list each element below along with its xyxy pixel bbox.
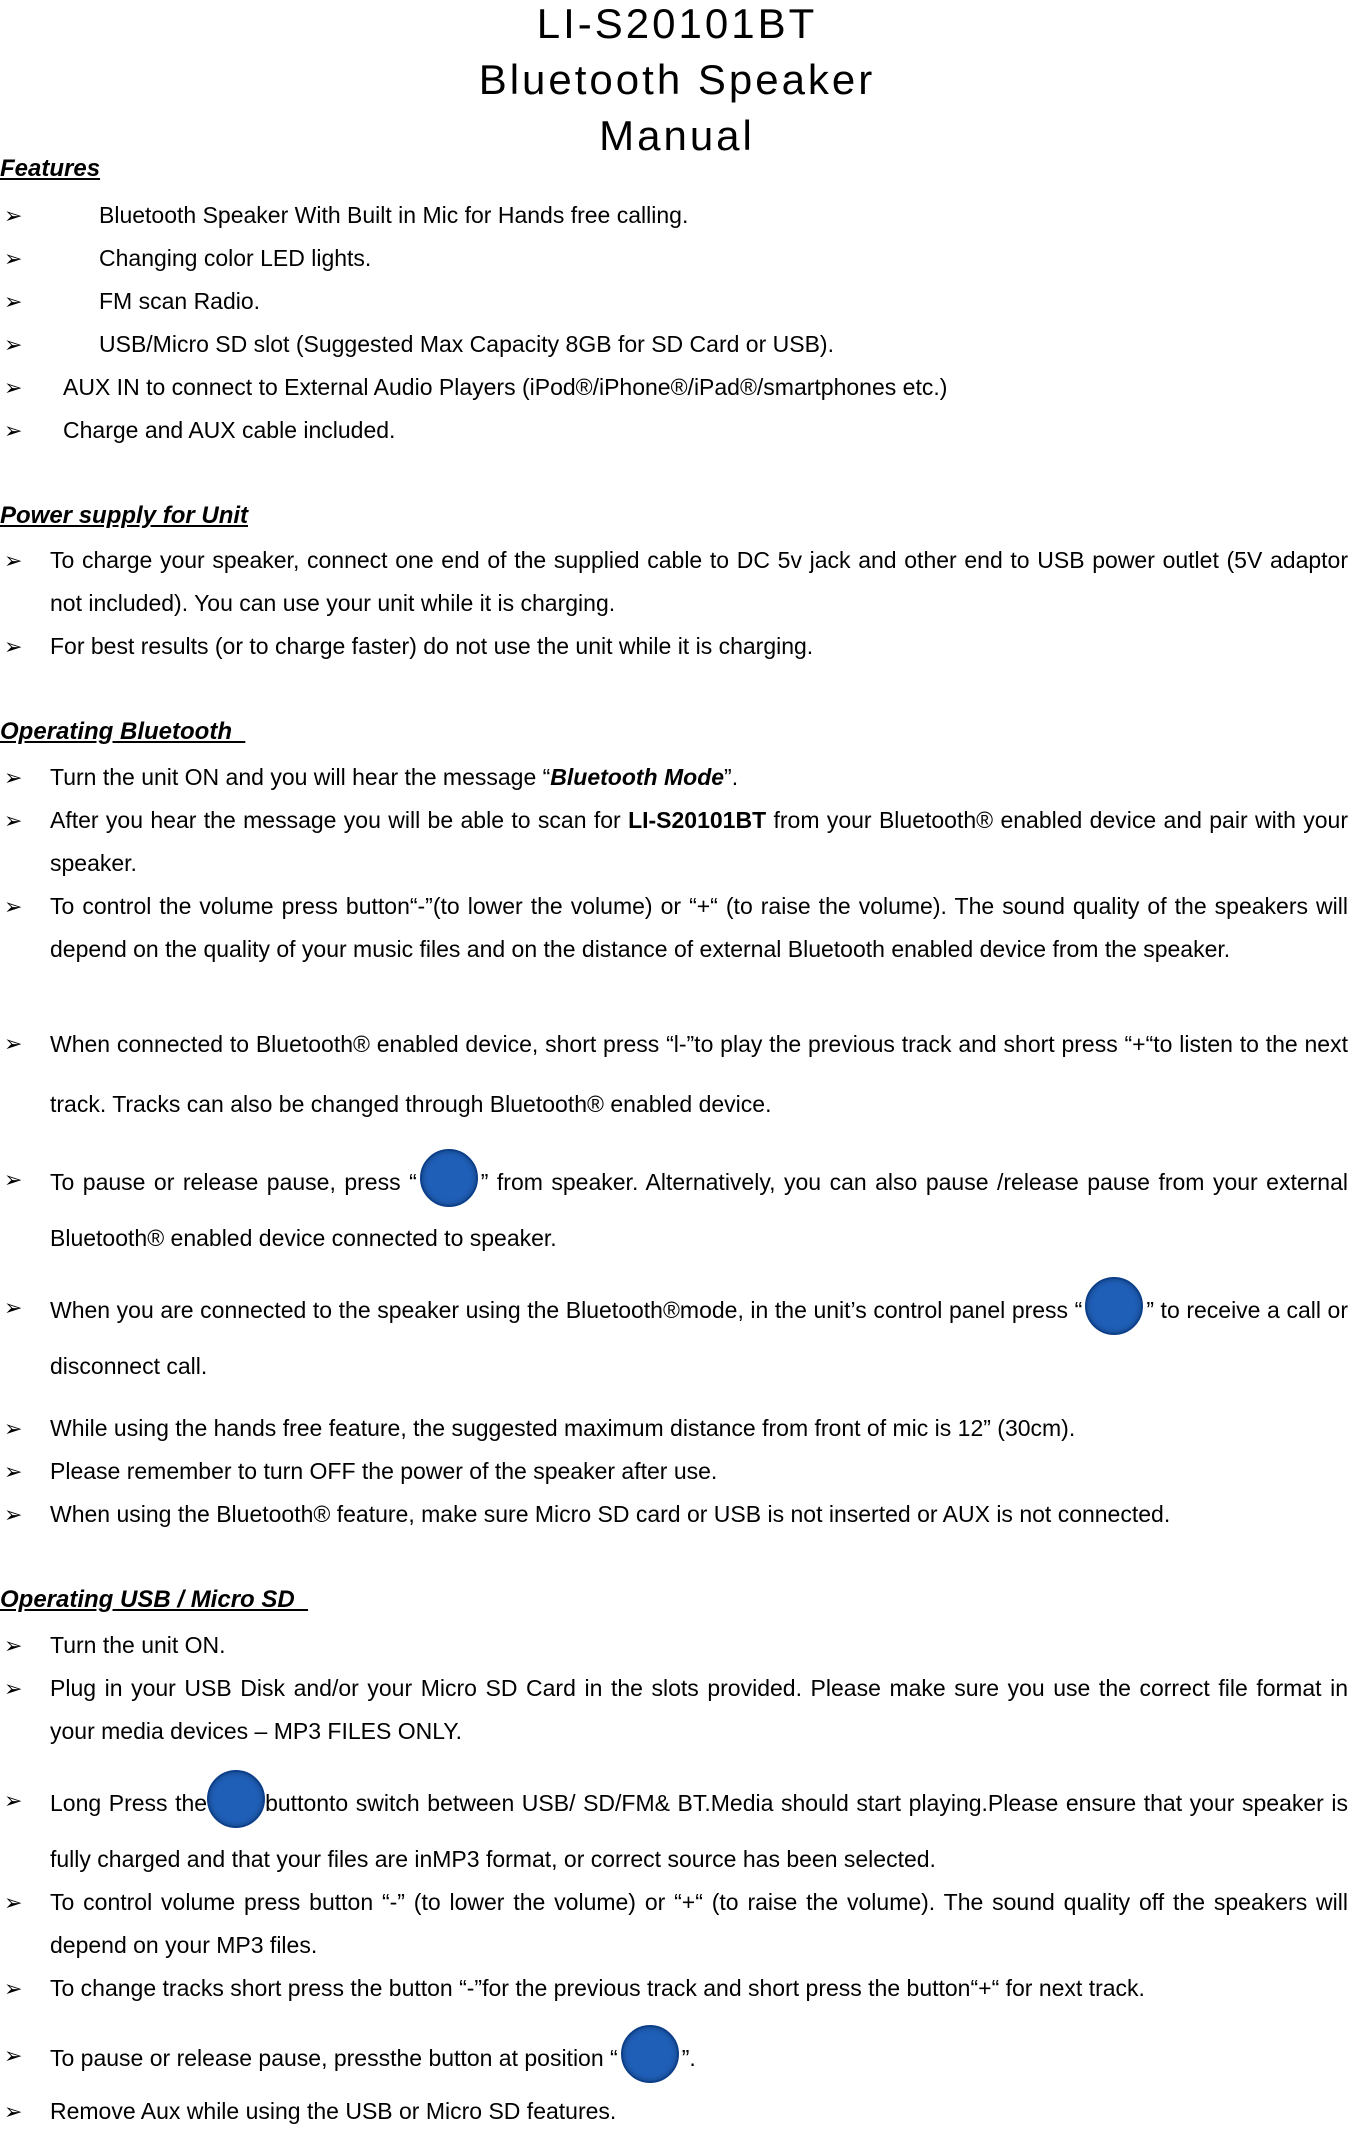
bullet-arrow-icon: ➢ [4, 289, 23, 314]
bullet-arrow-icon: ➢ [4, 894, 23, 919]
bullet-arrow-icon: ➢ [4, 548, 23, 573]
bluetooth-heading: Operating Bluetooth [0, 718, 246, 745]
bullet-arrow-icon: ➢ [4, 332, 23, 357]
bullet-arrow-icon: ➢ [4, 634, 23, 659]
bullet-arrow-icon: ➢ [4, 1031, 23, 1056]
features-heading: Features [0, 155, 101, 182]
power-heading: Power supply for Unit [0, 502, 249, 529]
title-line-3: Manual [599, 112, 755, 159]
bullet-arrow-icon: ➢ [4, 1416, 23, 1441]
bullet-arrow-icon: ➢ [4, 765, 23, 790]
play-pause-button-icon [420, 1149, 478, 1207]
bullet-arrow-icon: ➢ [4, 2043, 23, 2068]
bullet-arrow-icon: ➢ [4, 2099, 23, 2124]
bullet-arrow-icon: ➢ [4, 246, 23, 271]
bullet-arrow-icon: ➢ [4, 1976, 23, 2001]
manual-page: LI-S20101BT Bluetooth Speaker Manual Features ➢ Bluetooth Speaker With Built in Mic for Hands free calling. ➢ Changing color LED lights. ➢ FM scan Radio. ➢ USB/Micro SD slot (Suggested Max Capacity 8GB for SD Card or USB). ➢ AUX IN to connect to External Audio Players (iPod®/iPhone®/iPad®/smartphones etc.) ➢ Charge and AUX cable included. Power supply for Unit ➢ To charge your speaker, connect one end of the supplied cable to DC 5v jack and other end to USB power outlet (5V adaptor not included). You can use your unit while it is charging. ➢ For best results (or to charge faster) do not use the unit while it is charging. Operating Bluetooth ➢ Turn the unit ON and you will hear the message “Bluetooth Mode”. ➢ After you hear the message you will be able to scan for LI-S20101BT from your Bluetooth® enabled device and pair with your speaker. ➢ To control the volume press button“-”(to lower the volume) or “+“ (to raise the volume). The sound quality of the speakers will depend on the quality of your music files and on the distance of external Bluetooth enabled device from the speaker. ➢ When connected to Bluetooth® enabled device, short press “l-”to play the previous track and short press “+“to listen to the next track. Tracks can also be changed through Bluetooth® enabled device. ➢ To pause or release pause, press “ ” from speaker. Alternatively, you can also pause /release pause from your external Bluetooth® enabled device connected to speaker. ➢ When you are connected to the speaker using the Bluetooth®mode, in the unit’s control panel press “ ” to receive a call or disconnect call. ➢ While using the hands free feature, the suggested maximum distance from front of mic is 12” (30cm). ➢ Please remember to turn OFF the power of the speaker after use. ➢ When using the Bluetooth® feature, make sure Micro SD card or USB is not inserted or AUX is not connected. Operating USB / Micro SD ➢ Turn the unit ON. ➢ Plug in your USB Disk and/or your Micro SD Card in the slots provided. Please make sure you use the correct file format in your media devices – MP3 FILES ONLY. ➢ Long Press the buttonto switch between USB/ SD/FM& BT.Media should start playing.Please ensure that your speaker is fully charged and that your files are inMP3 format, or correct source has been selected. ➢ To control volume press button “-” (to lower the volume) or “+“ (to raise the volume). The sound quality off the speakers will depend on your MP3 files. ➢ To change tracks short press the button “-”for the previous track and short press the button“+“ for next track. ➢ To pause or release pause, pressthe button at position “ ”. ➢ Remove Aux while using the USB or Micro SD features. [0, 0, 1354, 2136]
usb-heading: Operating USB / Micro SD [0, 1586, 309, 1613]
bullet-arrow-icon: ➢ [4, 203, 23, 228]
bullet-arrow-icon: ➢ [4, 375, 23, 400]
mode-button-icon [207, 1770, 265, 1828]
bullet-arrow-icon: ➢ [4, 1890, 23, 1915]
title-line-2: Bluetooth Speaker [478, 56, 876, 103]
bullet-arrow-icon: ➢ [4, 1459, 23, 1484]
bullet-arrow-icon: ➢ [4, 808, 23, 833]
bullet-arrow-icon: ➢ [4, 1295, 23, 1320]
document-title [0, 0, 1354, 164]
title-line-1: LI-S20101BT [536, 0, 818, 47]
bullet-arrow-icon: ➢ [4, 1502, 23, 1527]
bullet-arrow-icon: ➢ [4, 1788, 23, 1813]
bullet-arrow-icon: ➢ [4, 418, 23, 443]
phone-button-icon [1085, 1277, 1143, 1335]
bullet-arrow-icon: ➢ [4, 1633, 23, 1658]
bullet-arrow-icon: ➢ [4, 1676, 23, 1701]
play-pause-button-icon [621, 2025, 679, 2083]
bullet-arrow-icon: ➢ [4, 1167, 23, 1192]
